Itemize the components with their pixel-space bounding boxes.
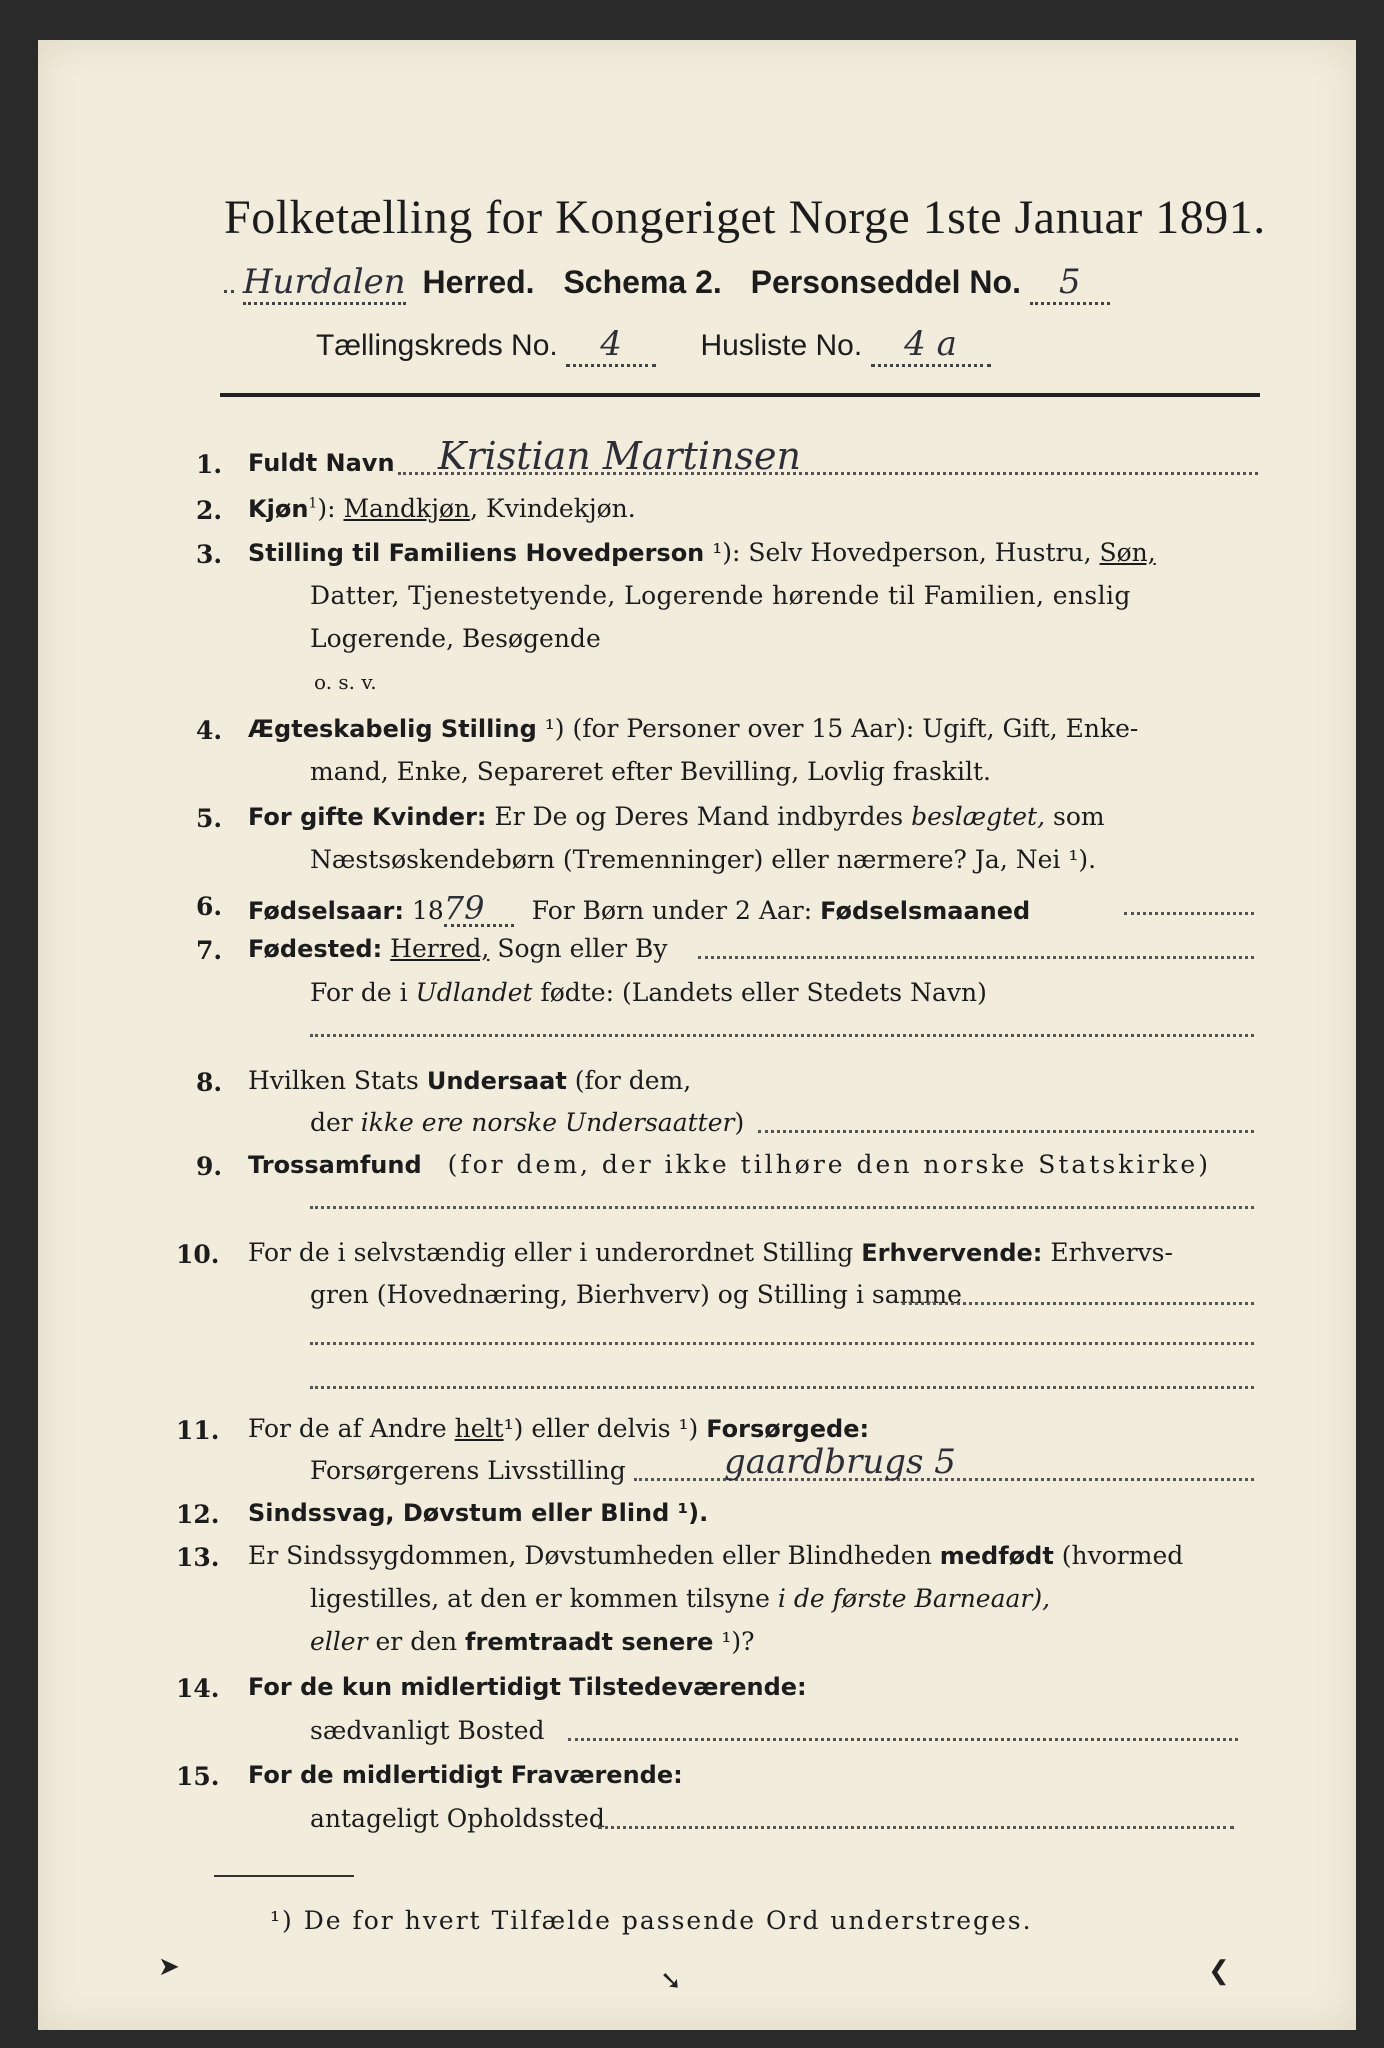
q7-label: Fødested:	[248, 935, 383, 963]
q12-row	[248, 1500, 708, 1525]
corner-mark-right: ❮	[1208, 1956, 1230, 1986]
q5-label: For gifte Kvinder:	[248, 803, 487, 831]
item-number: 10.	[176, 1240, 220, 1269]
q6-dotline	[1124, 912, 1254, 915]
q5-line1b: beslægtet,	[911, 802, 1046, 831]
item-number: 13.	[176, 1543, 220, 1572]
item-number: 7.	[196, 936, 223, 965]
schema-label: Schema 2.	[563, 264, 722, 300]
kreds-label: Tællingskreds No.	[316, 329, 558, 362]
q11-line1a: For de af Andre	[248, 1414, 447, 1443]
census-form-page	[38, 40, 1356, 2030]
q10-row2: gren (Hovednæring, Bierhverv) og Stilling i samme	[310, 1280, 962, 1309]
kreds-value: 4	[566, 324, 656, 367]
form-title: Folketælling for Kongeriget Norge 1ste Januar 1891.	[224, 191, 1266, 244]
q8-row1	[248, 1068, 691, 1093]
corner-mark-left: ➤	[158, 1952, 180, 1982]
q6-label: Fødselsaar:	[248, 897, 404, 925]
q13-row1	[248, 1543, 1183, 1568]
q10-line1a: For de i selvstændig eller i underordnet Stilling	[248, 1238, 854, 1267]
q5-line1c: som	[1052, 802, 1105, 831]
q9-label: Trossamfund	[248, 1151, 422, 1179]
item-number: 9.	[196, 1152, 223, 1181]
q15-row1	[248, 1762, 683, 1787]
q15-row2: antageligt Opholdssted	[310, 1804, 605, 1833]
a6-year-handwritten: 79	[444, 892, 514, 927]
a1-name-handwritten: Kristian Martinsen	[438, 434, 801, 478]
q8-line2a: der	[310, 1108, 353, 1137]
q11-row1: For de af Andre helt¹) eller delvis ¹) Forsørgede:	[248, 1414, 870, 1443]
q8-row2: der ikke ere norske Undersaatter)	[310, 1108, 745, 1137]
husliste-value: 4 a	[871, 324, 991, 367]
item-number: 6.	[196, 892, 223, 921]
q10-row1	[248, 1240, 1173, 1265]
q11-helt: helt	[454, 1414, 504, 1443]
q13-line3c: fremtraadt senere	[465, 1628, 714, 1656]
q6-prefix: 18	[411, 896, 444, 925]
q13-line1a: Er Sindssygdommen, Døvstumheden eller Blindheden	[248, 1541, 932, 1570]
q4-row1: Ægteskabelig Stilling ¹) (for Personer over 15 Aar): Ugift, Gift, Enke-	[248, 714, 1139, 743]
q9-line1: (for dem, der ikke tilhøre den norske Statskirke)	[447, 1150, 1211, 1179]
q2-row: Kjøn$^1$): Mandkjøn, Kvindekjøn.	[248, 494, 636, 523]
q6-row	[248, 889, 1031, 927]
footnote: ¹) De for hvert Tilfælde passende Ord understreges.	[270, 1906, 1033, 1935]
q11-line1c: Forsørgede:	[706, 1415, 870, 1443]
q5-row1	[248, 804, 1105, 829]
q7-dotline2	[310, 1034, 1254, 1037]
personseddel-value: 5	[1030, 262, 1110, 305]
header-rule	[220, 393, 1260, 397]
q7-row1	[248, 936, 668, 961]
q2-label: Kjøn	[248, 495, 309, 523]
q7-herred: Herred,	[390, 934, 490, 963]
kreds-line	[316, 324, 991, 367]
item-number: 15.	[176, 1762, 220, 1791]
q2-opt-kvindekjon: Kvindekjøn.	[486, 494, 636, 523]
q5-line1a: Er De og Deres Mand indbyrdes	[494, 802, 904, 831]
q14-row1	[248, 1674, 807, 1699]
q6-line1b: For Børn under 2 Aar:	[531, 896, 813, 925]
q4-line1: (for Personer over 15 Aar): Ugift, Gift, Enke-	[572, 714, 1139, 743]
q13-line1b: medfødt	[939, 1542, 1054, 1570]
q3-row4: o. s. v.	[314, 670, 377, 694]
q11-line1b: eller delvis ¹)	[531, 1414, 699, 1443]
q8-line1b: Undersaat	[426, 1067, 567, 1095]
q14-row2: sædvanligt Bosted	[310, 1716, 545, 1745]
item-number: 12.	[176, 1500, 220, 1529]
q1-dotline	[398, 472, 1258, 475]
q13-line2a: ligestilles, at den er kommen tilsyne	[310, 1584, 770, 1613]
q1-label	[248, 450, 395, 475]
q7-dotline	[698, 956, 1254, 959]
q9-row1	[248, 1152, 1211, 1177]
q3-row2: Datter, Tjenestetyende, Logerende hørende til Familien, enslig	[310, 581, 1131, 610]
q7-line2a: For de i	[310, 978, 408, 1007]
q8-line1c: (for dem,	[574, 1066, 692, 1095]
q13-line1c: (hvormed	[1061, 1541, 1184, 1570]
a11-livsstilling-handwritten: gaardbrugs 5	[724, 1442, 956, 1482]
q13-line3b: er den	[375, 1627, 458, 1656]
item-number: 11.	[176, 1416, 220, 1445]
q4-row2: mand, Enke, Separeret efter Bevilling, Lovlig fraskilt.	[310, 757, 991, 786]
personseddel-label: Personseddel No.	[750, 264, 1021, 300]
item-number: 14.	[176, 1674, 220, 1703]
q10-line1c: Erhvervs-	[1050, 1238, 1173, 1267]
herred-value: Hurdalen	[243, 262, 406, 305]
q7-line2b: Udlandet	[415, 978, 533, 1007]
item-number: 2.	[196, 496, 223, 525]
q4-label: Ægteskabelig Stilling	[248, 715, 537, 743]
q8-dotline	[758, 1130, 1254, 1133]
q6-line1c: Fødselsmaaned	[820, 897, 1031, 925]
item-number: 4.	[196, 716, 223, 745]
herred-label: Herred.	[422, 264, 535, 300]
item-number: 3.	[196, 540, 223, 569]
q10-dotline3	[310, 1386, 1254, 1389]
q10-dotline2	[310, 1342, 1254, 1345]
q3-line1: Selv Hovedperson, Hustru,	[748, 538, 1092, 567]
q12-text: Sindssvag, Døvstum eller Blind ¹).	[248, 1499, 709, 1527]
q14-dotline	[568, 1738, 1238, 1741]
dotted-leader	[224, 268, 234, 293]
q5-row2: Næstsøskendebørn (Tremenninger) eller nærmere? Ja, Nei ¹).	[310, 845, 1097, 874]
q13-line2b: i de første Barneaar),	[777, 1584, 1051, 1613]
herred-line	[224, 262, 1110, 305]
q9-dotline	[310, 1206, 1254, 1209]
footnote-rule	[214, 1875, 354, 1877]
q14-line1: For de kun midlertidigt Tilstedeværende:	[248, 1673, 807, 1701]
q13-row2	[310, 1586, 1050, 1611]
q13-line3a: eller	[310, 1627, 368, 1656]
q8-line1a: Hvilken Stats	[248, 1066, 419, 1095]
q1-text: Fuldt Navn	[248, 449, 395, 477]
item-number: 8.	[196, 1068, 223, 1097]
q10-dotline	[902, 1302, 1254, 1305]
q15-line1: For de midlertidigt Fraværende:	[248, 1761, 683, 1789]
q8-line2b: ikke ere norske Undersaatter	[360, 1108, 735, 1137]
q2-sup: 1	[308, 495, 318, 512]
q11-row2: Forsørgerens Livsstilling	[310, 1456, 626, 1485]
item-number: 5.	[196, 804, 223, 833]
q3-son: Søn,	[1099, 538, 1156, 567]
center-mark: ➘	[660, 1966, 682, 1996]
q3-row1: Stilling til Familiens Hovedperson ¹): Selv Hovedperson, Hustru, Søn,	[248, 538, 1156, 567]
husliste-label: Husliste No.	[700, 329, 863, 362]
q13-line3d: ¹)?	[721, 1627, 755, 1656]
q2-opt-mandkjon: Mandkjøn	[343, 494, 471, 523]
q15-dotline	[598, 1826, 1234, 1829]
q7-line2c: fødte: (Landets eller Stedets Navn)	[540, 978, 987, 1007]
q3-label: Stilling til Familiens Hovedperson	[248, 539, 705, 567]
q13-row3	[310, 1629, 755, 1654]
q3-row3: Logerende, Besøgende	[310, 624, 601, 653]
item-number: 1.	[196, 450, 223, 479]
q10-line1b: Erhvervende:	[861, 1239, 1043, 1267]
q7-row2	[310, 980, 987, 1005]
q7-line1: Sogn eller By	[497, 934, 668, 963]
